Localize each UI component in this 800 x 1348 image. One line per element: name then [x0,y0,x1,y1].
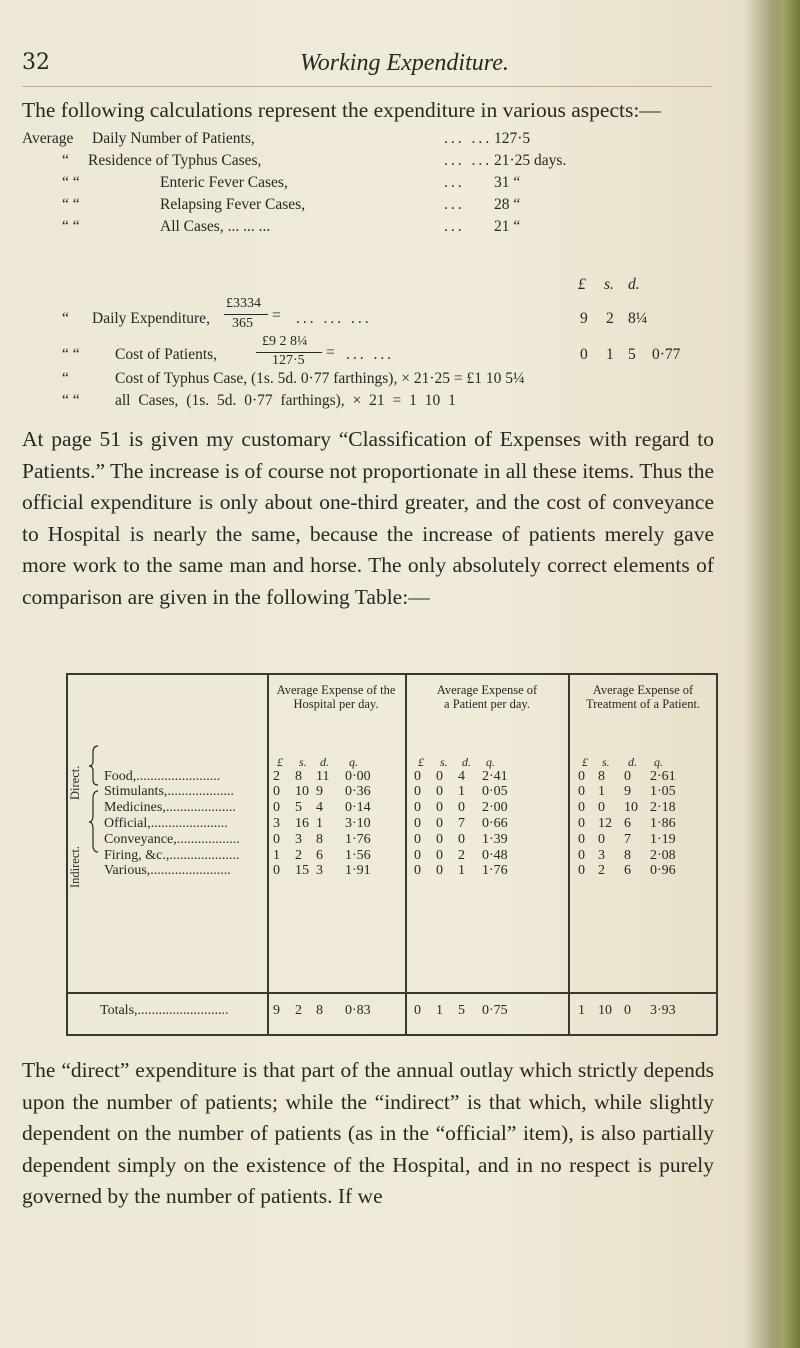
unit-t-0: £ [582,755,588,769]
table-cell-t: 0 [578,832,585,847]
stat-label: Residence of Typhus Cases, [88,152,262,169]
classification-paragraph: At page 51 is given my customary “Classification of Expenses with regard to Patients.” The increase is of course not proportionate in all these items. Thus the official expenditure is only about one-third greater, and the cost of conveyance to Hospital is nearly the same, because the increase of patients merely gave more work to the same man and horse. The only absolutely correct elements of comparison are given in the following Table:— [22,427,714,609]
table-cell-p: 7 [458,816,465,831]
group-direct-label: Direct. [68,765,82,800]
table-cell-h: 3 [295,832,302,847]
totals-cell-p: 0·75 [482,1003,508,1018]
table-cell-h: 1·56 [345,848,371,863]
table-cell-t: 0 [598,800,605,815]
stat-value: 21·25 days. [494,152,567,169]
table-cell-h: 9 [316,784,323,799]
table-cell-p: 0·66 [482,816,508,831]
table-cell-h: 0 [273,800,280,815]
table-bottom-rule [66,1034,717,1036]
totals-cell-h: 0·83 [345,1003,371,1018]
explanation-paragraph: The “direct” expenditure is that part of the annual outlay which strictly depends upon the number of patients; while the “indirect” is that which, while slightly dependent on the number of patients (as in the “official” item), is also partially dependent simply on the existence of the Hospital, and in no respect is purely governed by the number of patients. If we [22,1058,714,1208]
unit-p-1: s. [440,755,448,769]
daily-l: 9 [580,310,588,327]
stat-dots: ... [444,196,465,213]
table-cell-h: 5 [295,800,302,815]
allcases-prefix: “ “ [62,392,80,409]
table-row-label: Medicines,.................... [104,800,236,815]
group-indirect-label: Indirect. [68,846,82,888]
stat-prefix: “ [62,152,69,169]
totals-cell-p: 1 [436,1003,443,1018]
table-cell-t: 9 [624,784,631,799]
totals-cell-h: 2 [295,1003,302,1018]
unit-p-0: £ [418,755,424,769]
table-cell-p: 0 [436,863,443,878]
table-right-rule [716,673,718,1035]
daily-prefix: “ [62,310,69,327]
table-cell-h: 15 [295,863,309,878]
header-treatment: Average Expense of Treatment of a Patient. [585,683,701,711]
table-cell-h: 0 [273,784,280,799]
totals-cell-t: 0 [624,1003,631,1018]
table-cell-p: 2·00 [482,800,508,815]
table-cell-p: 0 [414,832,421,847]
stat-value: 31 “ [494,174,521,191]
table-row-label: Firing, &c.,.................... [104,848,240,863]
table-cell-t: 0 [578,863,585,878]
daily-eq: = [272,307,281,324]
totals-cell-t: 10 [598,1003,612,1018]
table-cell-t: 6 [624,816,631,831]
unit-h-0: £ [277,755,283,769]
table-cell-h: 0 [273,832,280,847]
cost-l: 0 [580,346,588,363]
table-top-rule [66,673,717,675]
table-cell-p: 0·48 [482,848,508,863]
totals-cell-h: 8 [316,1003,323,1018]
table-cell-t: 0 [578,816,585,831]
table-cell-p: 4 [458,769,465,784]
table-cell-p: 0 [436,800,443,815]
table-cell-t: 10 [624,800,638,815]
group-braces [88,743,102,883]
table-cell-t: 2·08 [650,848,676,863]
daily-s: 2 [606,310,614,327]
table-cell-h: 1·91 [345,863,371,878]
table-cell-h: 4 [316,800,323,815]
unit-h-3: q. [349,755,358,769]
table-cell-p: 0 [414,848,421,863]
currency-d: d. [628,276,640,293]
table-cell-p: 0 [436,816,443,831]
unit-t-2: d. [628,755,637,769]
stat-dots: ... ... [444,152,493,169]
table-cell-p: 0 [458,800,465,815]
table-cell-h: 2 [273,769,280,784]
table-cell-t: 0 [598,832,605,847]
stat-prefix: Average [22,130,74,147]
table-cell-t: 0 [578,848,585,863]
table-cell-t: 2·61 [650,769,676,784]
table-row-label: Various,....................... [104,863,231,878]
cost-dots: ... ... [346,346,395,363]
table-cell-t: 2·18 [650,800,676,815]
page-number: 32 [22,50,50,75]
table-cell-t: 1·05 [650,784,676,799]
table-totals-rule [66,992,717,994]
table-cell-p: 1·76 [482,863,508,878]
table-cell-t: 12 [598,816,612,831]
stat-prefix: “ “ [62,174,80,191]
table-cell-t: 8 [598,769,605,784]
table-cell-t: 1 [598,784,605,799]
totals-cell-t: 3·93 [650,1003,676,1018]
stat-label: All Cases, ... ... ... [160,218,271,235]
daily-denominator: 365 [232,316,253,331]
table-cell-p: 0 [414,863,421,878]
table-cell-h: 0·00 [345,769,371,784]
daily-d: 8¼ [628,310,648,327]
brace-direct [89,746,98,785]
header-rule [22,86,712,87]
table-col-rule-3 [568,673,570,1035]
table-cell-t: 6 [624,863,631,878]
stat-prefix: “ “ [62,196,80,213]
allcases-line: all Cases, (1s. 5d. 0·77 farthings), × 21 = 1 10 1 [115,392,456,409]
table-cell-t: 1·86 [650,816,676,831]
cost-prefix: “ “ [62,346,80,363]
table-cell-p: 0 [414,769,421,784]
table-cell-p: 1·39 [482,832,508,847]
table-cell-h: 1 [273,848,280,863]
table-cell-t: 0 [578,784,585,799]
currency-s: s. [604,276,614,293]
table-row-label: Stimulants,................... [104,784,234,799]
stat-label: Enteric Fever Cases, [160,174,288,191]
table-col-rule-1 [267,673,269,1035]
table-cell-p: 2 [458,848,465,863]
page-header: Working Expenditure. [300,50,509,76]
brace-indirect [89,791,98,852]
stat-dots: ... [444,174,465,191]
table-cell-h: 3 [273,816,280,831]
table-cell-p: 0 [436,848,443,863]
table-row-label: Official,...................... [104,816,228,831]
totals-cell-t: 1 [578,1003,585,1018]
unit-t-3: q. [654,755,663,769]
table-cell-h: 6 [316,848,323,863]
stat-dots: ... [444,218,465,235]
cost-d: 5 [628,346,636,363]
table-cell-p: 1 [458,784,465,799]
intro-paragraph: The following calculations represent the expenditure in various aspects:— [22,98,661,122]
table-cell-h: 8 [316,832,323,847]
table-cell-t: 0 [578,800,585,815]
unit-h-1: s. [299,755,307,769]
cost-f: 0·77 [652,346,681,363]
table-cell-h: 0 [273,863,280,878]
currency-l: £ [578,276,586,293]
table-cell-p: 0·05 [482,784,508,799]
totals-cell-p: 5 [458,1003,465,1018]
table-cell-p: 2·41 [482,769,508,784]
table-cell-h: 8 [295,769,302,784]
table-cell-p: 0 [436,784,443,799]
table-cell-h: 0·36 [345,784,371,799]
stat-dots: ... ... [444,130,493,147]
typhus-prefix: “ [62,370,69,387]
table-cell-h: 16 [295,816,309,831]
stat-value: 21 “ [494,218,521,235]
table-cell-h: 3 [316,863,323,878]
totals-cell-h: 9 [273,1003,280,1018]
stat-label: Relapsing Fever Cases, [160,196,306,213]
stat-label: Daily Number of Patients, [92,130,255,147]
unit-p-2: d. [462,755,471,769]
table-cell-t: 0·96 [650,863,676,878]
stat-value: 127·5 [494,130,531,147]
cost-eq: = [326,344,335,361]
daily-label: Daily Expenditure, [92,310,210,327]
table-cell-h: 0·14 [345,800,371,815]
table-cell-t: 0 [578,769,585,784]
table-cell-h: 10 [295,784,309,799]
unit-p-3: q. [486,755,495,769]
table-cell-p: 0 [458,832,465,847]
table-col-rule-2 [405,673,407,1035]
cost-s: 1 [606,346,614,363]
daily-fraction-bar [224,314,268,315]
cost-denominator: 127·5 [272,353,305,368]
table-cell-p: 0 [414,816,421,831]
table-cell-h: 1 [316,816,323,831]
table-cell-t: 1·19 [650,832,676,847]
header-hospital: Average Expense of the Hospital per day. [276,683,396,711]
totals-label: Totals,.......................... [100,1003,229,1018]
table-cell-h: 11 [316,769,330,784]
table-cell-p: 1 [458,863,465,878]
cost-numerator: £9 2 8¼ [262,334,308,349]
table-cell-h: 2 [295,848,302,863]
cost-label: Cost of Patients, [115,346,218,363]
table-cell-p: 0 [414,784,421,799]
table-cell-h: 3·10 [345,816,371,831]
table-cell-t: 2 [598,863,605,878]
table-cell-p: 0 [436,832,443,847]
stat-prefix: “ “ [62,218,80,235]
stat-value: 28 “ [494,196,521,213]
daily-dots: ... ... ... [296,310,372,327]
table-cell-t: 0 [624,769,631,784]
table-row-label: Conveyance,.................. [104,832,240,847]
page-edge-shadow [770,0,800,1348]
unit-t-1: s. [602,755,610,769]
totals-cell-p: 0 [414,1003,421,1018]
table-cell-t: 8 [624,848,631,863]
daily-numerator: £3334 [226,296,261,311]
table-cell-t: 3 [598,848,605,863]
table-cell-p: 0 [414,800,421,815]
table-cell-p: 0 [436,769,443,784]
table-cell-t: 7 [624,832,631,847]
typhus-line: Cost of Typhus Case, (1s. 5d. 0·77 farthings), × 21·25 = £1 10 5¼ [115,370,525,387]
table-cell-h: 1·76 [345,832,371,847]
unit-h-2: d. [320,755,329,769]
header-patient: Average Expense of a Patient per day. [436,683,538,711]
table-row-label: Food,........................ [104,769,221,784]
